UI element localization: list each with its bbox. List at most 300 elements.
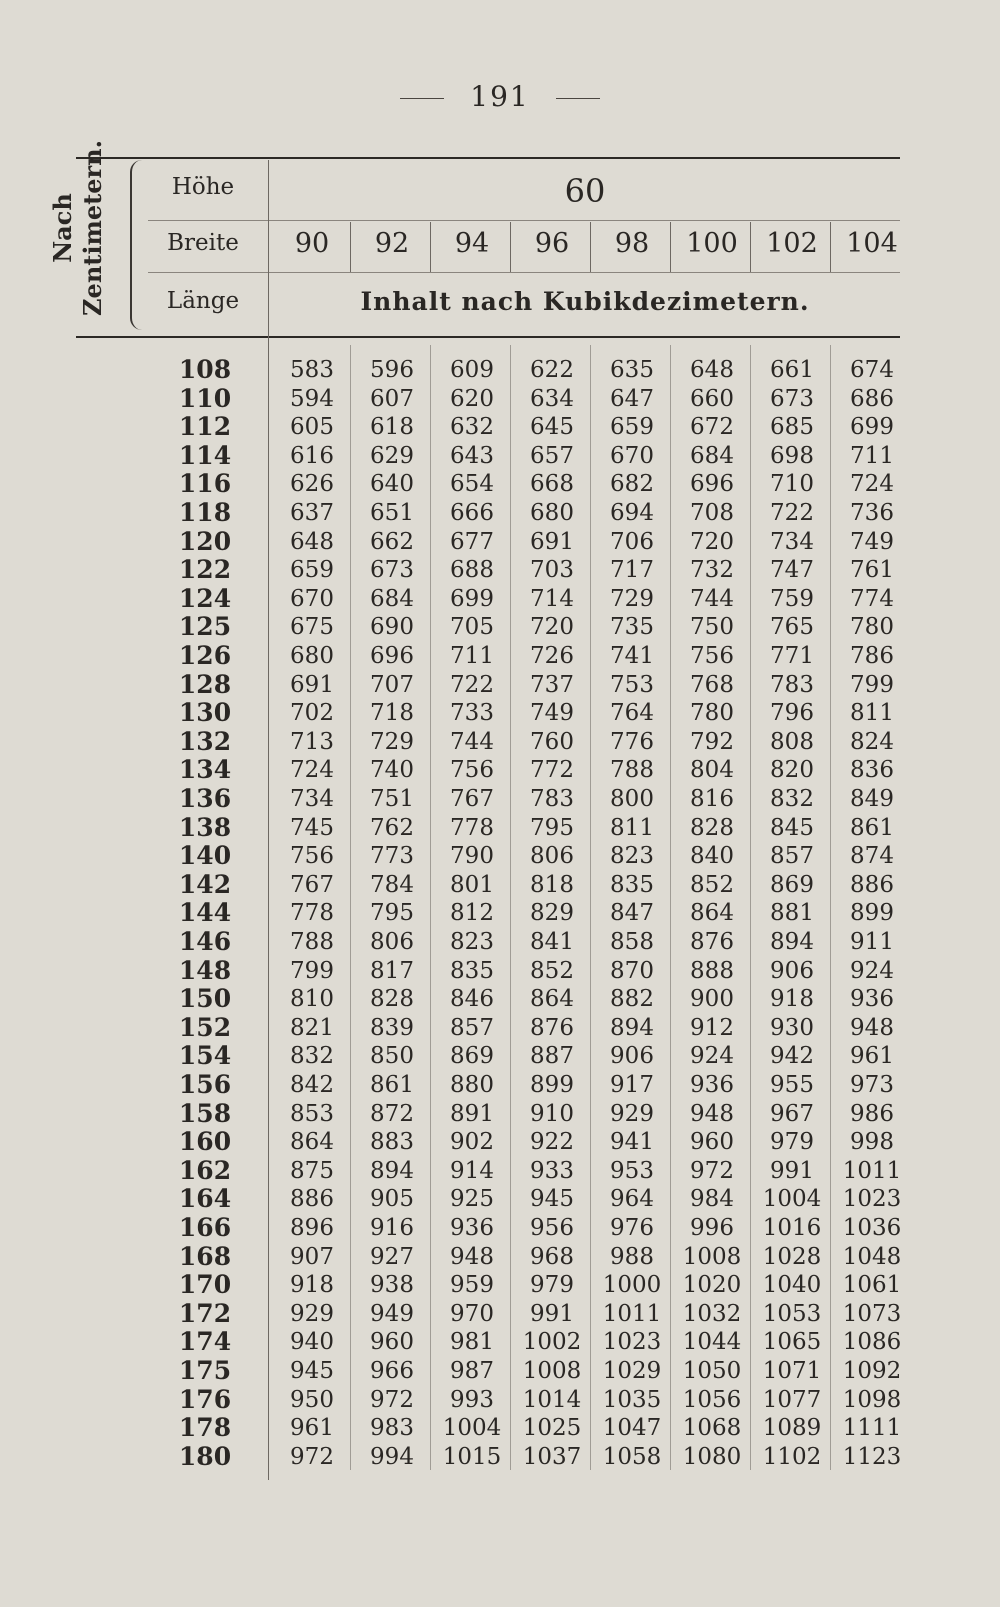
volume-cell: 910 xyxy=(530,1100,574,1127)
volume-cell: 1048 xyxy=(842,1243,902,1270)
volume-cell: 778 xyxy=(290,900,334,927)
volume-cell: 771 xyxy=(770,643,814,669)
volume-cell: 1073 xyxy=(842,1300,902,1327)
volume-cell: 734 xyxy=(290,786,334,812)
volume-cell: 1102 xyxy=(762,1443,822,1470)
volume-cell: 672 xyxy=(690,414,734,441)
volume-cell: 940 xyxy=(290,1329,334,1356)
length-value: 178 xyxy=(178,1413,232,1443)
volume-cell: 852 xyxy=(690,871,734,898)
volume-cell: 1040 xyxy=(762,1272,822,1299)
volume-cell: 767 xyxy=(450,786,494,812)
volume-cell: 674 xyxy=(850,357,894,383)
volume-cell: 1050 xyxy=(682,1358,742,1384)
volume-cell: 818 xyxy=(530,871,574,898)
volume-cell: 756 xyxy=(290,843,334,870)
content-label: Inhalt nach Kubikdezimetern. xyxy=(360,287,810,316)
volume-cell: 1056 xyxy=(682,1386,742,1413)
volume-cell: 849 xyxy=(850,786,894,812)
volume-cell: 788 xyxy=(610,757,654,784)
table-row xyxy=(0,499,1000,528)
table-row xyxy=(0,1300,1000,1329)
table-row xyxy=(0,985,1000,1014)
volume-cell: 869 xyxy=(450,1043,494,1070)
length-value: 130 xyxy=(178,698,232,728)
table-row xyxy=(0,642,1000,671)
volume-cell: 682 xyxy=(610,471,654,498)
volume-cell: 880 xyxy=(450,1072,494,1098)
volume-cell: 925 xyxy=(450,1186,494,1213)
volume-cell: 972 xyxy=(370,1386,414,1413)
volume-cell: 861 xyxy=(850,814,894,841)
volume-cell: 1089 xyxy=(762,1415,822,1442)
volume-cell: 933 xyxy=(530,1157,574,1184)
table-row xyxy=(0,385,1000,414)
volume-cell: 945 xyxy=(290,1358,334,1384)
length-value: 118 xyxy=(178,498,232,527)
volume-cell: 711 xyxy=(850,442,894,469)
volume-cell: 1000 xyxy=(602,1272,662,1299)
volume-cell: 609 xyxy=(450,357,494,383)
volume-cell: 708 xyxy=(690,500,734,526)
volume-cell: 647 xyxy=(610,385,654,412)
volume-cell: 680 xyxy=(530,500,574,526)
volume-cell: 1015 xyxy=(442,1443,502,1470)
table-row xyxy=(0,1042,1000,1071)
volume-cell: 632 xyxy=(450,414,494,441)
length-value: 176 xyxy=(178,1384,232,1414)
volume-cell: 1098 xyxy=(842,1386,902,1413)
volume-cell: 762 xyxy=(370,814,414,841)
volume-cell: 888 xyxy=(690,957,734,984)
volume-cell: 1014 xyxy=(522,1386,582,1413)
volume-cell: 626 xyxy=(290,471,334,498)
volume-cell: 772 xyxy=(530,757,574,784)
volume-cell: 828 xyxy=(690,814,734,841)
volume-cell: 734 xyxy=(770,528,814,555)
volume-cell: 668 xyxy=(530,471,574,498)
volume-cell: 662 xyxy=(370,528,414,555)
volume-cell: 670 xyxy=(290,585,334,612)
volume-cell: 726 xyxy=(530,643,574,669)
table-row xyxy=(0,957,1000,986)
length-value: 158 xyxy=(178,1098,232,1128)
volume-cell: 864 xyxy=(530,986,574,1013)
volume-cell: 858 xyxy=(610,929,654,955)
volume-cell: 942 xyxy=(770,1043,814,1070)
volume-cell: 922 xyxy=(530,1129,574,1156)
volume-cell: 872 xyxy=(370,1100,414,1127)
length-value: 164 xyxy=(178,1184,232,1214)
volume-cell: 907 xyxy=(290,1243,334,1270)
volume-cell: 979 xyxy=(770,1129,814,1156)
length-label: Länge xyxy=(166,288,240,314)
length-value: 168 xyxy=(178,1241,232,1271)
volume-cell: 1028 xyxy=(762,1243,822,1270)
volume-cell: 853 xyxy=(290,1100,334,1127)
width-header: 92 xyxy=(374,228,410,259)
volume-cell: 1023 xyxy=(602,1329,662,1356)
length-value: 162 xyxy=(178,1155,232,1185)
volume-cell: 870 xyxy=(610,957,654,984)
volume-cell: 1071 xyxy=(762,1358,822,1384)
header-divider-1 xyxy=(148,220,900,221)
volume-cell: 887 xyxy=(530,1043,574,1070)
volume-cell: 661 xyxy=(770,357,814,383)
volume-cell: 948 xyxy=(850,1014,894,1041)
volume-cell: 705 xyxy=(450,614,494,641)
volume-cell: 993 xyxy=(450,1386,494,1413)
table-row xyxy=(0,871,1000,900)
volume-cell: 899 xyxy=(850,900,894,927)
volume-cell: 961 xyxy=(290,1415,334,1442)
table-row xyxy=(0,1014,1000,1043)
table-row xyxy=(0,899,1000,928)
volume-cell: 936 xyxy=(450,1215,494,1241)
length-value: 142 xyxy=(178,869,232,899)
volume-cell: 690 xyxy=(370,614,414,641)
volume-cell: 960 xyxy=(370,1329,414,1356)
length-value: 160 xyxy=(178,1127,232,1157)
volume-cell: 1061 xyxy=(842,1272,902,1299)
volume-cell: 875 xyxy=(290,1157,334,1184)
volume-cell: 699 xyxy=(450,585,494,612)
volume-cell: 1002 xyxy=(522,1329,582,1356)
volume-cell: 722 xyxy=(450,671,494,698)
table-row xyxy=(0,814,1000,843)
volume-cell: 906 xyxy=(770,957,814,984)
volume-cell: 846 xyxy=(450,986,494,1013)
volume-cell: 857 xyxy=(770,843,814,870)
side-label-line2: Zentimetern. xyxy=(78,140,107,316)
volume-cell: 740 xyxy=(370,757,414,784)
volume-cell: 666 xyxy=(450,500,494,526)
volume-cell: 1023 xyxy=(842,1186,902,1213)
volume-cell: 759 xyxy=(770,585,814,612)
volume-cell: 896 xyxy=(290,1215,334,1241)
volume-cell: 864 xyxy=(290,1129,334,1156)
table-row xyxy=(0,928,1000,957)
dash-right xyxy=(556,98,600,99)
volume-cell: 936 xyxy=(690,1072,734,1098)
volume-cell: 684 xyxy=(690,442,734,469)
volume-cell: 817 xyxy=(370,957,414,984)
volume-cell: 780 xyxy=(690,700,734,727)
volume-cell: 948 xyxy=(450,1243,494,1270)
length-value: 134 xyxy=(178,755,232,785)
volume-cell: 616 xyxy=(290,442,334,469)
volume-cell: 801 xyxy=(450,871,494,898)
table-row xyxy=(0,756,1000,785)
volume-cell: 824 xyxy=(850,728,894,755)
volume-cell: 729 xyxy=(610,585,654,612)
volume-cell: 918 xyxy=(770,986,814,1013)
volume-cell: 1020 xyxy=(682,1272,742,1299)
volume-cell: 839 xyxy=(370,1014,414,1041)
volume-cell: 583 xyxy=(290,357,334,383)
volume-cell: 735 xyxy=(610,614,654,641)
volume-cell: 643 xyxy=(450,442,494,469)
volume-cell: 737 xyxy=(530,671,574,698)
volume-cell: 594 xyxy=(290,385,334,412)
volume-cell: 1029 xyxy=(602,1358,662,1384)
volume-cell: 949 xyxy=(370,1300,414,1327)
height-label: Höhe xyxy=(171,174,235,200)
volume-cell: 906 xyxy=(610,1043,654,1070)
volume-cell: 1008 xyxy=(522,1358,582,1384)
volume-cell: 955 xyxy=(770,1072,814,1098)
length-value: 112 xyxy=(178,412,232,442)
volume-cell: 713 xyxy=(290,728,334,755)
table-row xyxy=(0,1214,1000,1243)
volume-cell: 711 xyxy=(450,643,494,669)
table-row xyxy=(0,1071,1000,1100)
volume-cell: 736 xyxy=(850,500,894,526)
page-number-text: 191 xyxy=(470,80,530,113)
volume-cell: 756 xyxy=(690,643,734,669)
table-row xyxy=(0,1271,1000,1300)
volume-cell: 637 xyxy=(290,500,334,526)
volume-cell: 930 xyxy=(770,1014,814,1041)
volume-cell: 651 xyxy=(370,500,414,526)
length-value: 114 xyxy=(178,440,232,470)
volume-cell: 1068 xyxy=(682,1415,742,1442)
volume-cell: 1080 xyxy=(682,1443,742,1470)
volume-cell: 845 xyxy=(770,814,814,841)
volume-cell: 929 xyxy=(610,1100,654,1127)
volume-cell: 1025 xyxy=(522,1415,582,1442)
volume-cell: 876 xyxy=(690,929,734,955)
volume-cell: 810 xyxy=(290,986,334,1013)
table-row xyxy=(0,1128,1000,1157)
volume-cell: 864 xyxy=(690,900,734,927)
volume-cell: 640 xyxy=(370,471,414,498)
volume-cell: 823 xyxy=(610,843,654,870)
volume-cell: 820 xyxy=(770,757,814,784)
volume-cell: 783 xyxy=(770,671,814,698)
volume-cell: 744 xyxy=(450,728,494,755)
volume-cell: 629 xyxy=(370,442,414,469)
dash-left xyxy=(400,98,444,99)
volume-cell: 696 xyxy=(690,471,734,498)
volume-cell: 835 xyxy=(610,871,654,898)
length-value: 152 xyxy=(178,1012,232,1042)
volume-cell: 960 xyxy=(690,1129,734,1156)
table-row xyxy=(0,1328,1000,1357)
table-row xyxy=(0,785,1000,814)
volume-cell: 852 xyxy=(530,957,574,984)
length-value: 170 xyxy=(178,1270,232,1300)
volume-cell: 659 xyxy=(610,414,654,441)
volume-cell: 918 xyxy=(290,1272,334,1299)
volume-cell: 828 xyxy=(370,986,414,1013)
volume-cell: 894 xyxy=(610,1014,654,1041)
volume-cell: 874 xyxy=(850,843,894,870)
volume-cell: 774 xyxy=(850,585,894,612)
volume-cell: 959 xyxy=(450,1272,494,1299)
volume-cell: 622 xyxy=(530,357,574,383)
volume-cell: 811 xyxy=(610,814,654,841)
length-value: 136 xyxy=(178,784,232,813)
table-row xyxy=(0,1414,1000,1443)
side-label-line1: Nach xyxy=(48,193,77,263)
length-value: 175 xyxy=(178,1356,232,1385)
volume-cell: 724 xyxy=(850,471,894,498)
volume-cell: 750 xyxy=(690,614,734,641)
volume-cell: 929 xyxy=(290,1300,334,1327)
volume-cell: 744 xyxy=(690,585,734,612)
table-row xyxy=(0,413,1000,442)
volume-cell: 847 xyxy=(610,900,654,927)
volume-cell: 900 xyxy=(690,986,734,1013)
volume-cell: 710 xyxy=(770,471,814,498)
volume-cell: 792 xyxy=(690,728,734,755)
volume-cell: 966 xyxy=(370,1358,414,1384)
volume-cell: 881 xyxy=(770,900,814,927)
volume-cell: 714 xyxy=(530,585,574,612)
volume-cell: 1044 xyxy=(682,1329,742,1356)
volume-cell: 796 xyxy=(770,700,814,727)
volume-cell: 996 xyxy=(690,1215,734,1241)
volume-cell: 1011 xyxy=(602,1300,662,1327)
length-value: 138 xyxy=(178,812,232,842)
volume-cell: 886 xyxy=(290,1186,334,1213)
volume-cell: 733 xyxy=(450,700,494,727)
length-value: 166 xyxy=(178,1213,232,1242)
volume-cell: 780 xyxy=(850,614,894,641)
table-row xyxy=(0,585,1000,614)
volume-cell: 799 xyxy=(290,957,334,984)
table-row xyxy=(0,1386,1000,1415)
volume-cell: 812 xyxy=(450,900,494,927)
volume-cell: 836 xyxy=(850,757,894,784)
volume-cell: 773 xyxy=(370,843,414,870)
volume-cell: 806 xyxy=(530,843,574,870)
volume-cell: 745 xyxy=(290,814,334,841)
volume-cell: 707 xyxy=(370,671,414,698)
volume-cell: 984 xyxy=(690,1186,734,1213)
volume-cell: 840 xyxy=(690,843,734,870)
volume-cell: 806 xyxy=(370,929,414,955)
volume-cell: 747 xyxy=(770,557,814,584)
volume-cell: 660 xyxy=(690,385,734,412)
volume-cell: 648 xyxy=(290,528,334,555)
volume-cell: 673 xyxy=(770,385,814,412)
volume-cell: 938 xyxy=(370,1272,414,1299)
volume-cell: 620 xyxy=(450,385,494,412)
table-row xyxy=(0,1443,1000,1472)
volume-cell: 912 xyxy=(690,1014,734,1041)
volume-cell: 654 xyxy=(450,471,494,498)
length-value: 108 xyxy=(178,355,232,384)
volume-cell: 816 xyxy=(690,786,734,812)
width-header: 94 xyxy=(454,228,490,259)
volume-cell: 945 xyxy=(530,1186,574,1213)
length-value: 125 xyxy=(178,612,232,642)
length-value: 154 xyxy=(178,1041,232,1071)
volume-cell: 741 xyxy=(610,643,654,669)
volume-cell: 894 xyxy=(370,1157,414,1184)
volume-cell: 1037 xyxy=(522,1443,582,1470)
volume-cell: 869 xyxy=(770,871,814,898)
volume-cell: 905 xyxy=(370,1186,414,1213)
length-value: 124 xyxy=(178,583,232,613)
length-value: 116 xyxy=(178,469,232,499)
volume-cell: 964 xyxy=(610,1186,654,1213)
volume-cell: 902 xyxy=(450,1129,494,1156)
volume-cell: 998 xyxy=(850,1129,894,1156)
length-value: 156 xyxy=(178,1070,232,1099)
table-row xyxy=(0,1185,1000,1214)
volume-cell: 994 xyxy=(370,1443,414,1470)
volume-cell: 1032 xyxy=(682,1300,742,1327)
volume-cell: 991 xyxy=(770,1157,814,1184)
volume-cell: 988 xyxy=(610,1243,654,1270)
table-row xyxy=(0,1357,1000,1386)
volume-cell: 970 xyxy=(450,1300,494,1327)
volume-cell: 634 xyxy=(530,385,574,412)
length-value: 128 xyxy=(178,669,232,699)
volume-cell: 799 xyxy=(850,671,894,698)
volume-cell: 956 xyxy=(530,1215,574,1241)
page-number xyxy=(0,80,1000,113)
length-value: 146 xyxy=(178,927,232,956)
volume-cell: 917 xyxy=(610,1072,654,1098)
side-label xyxy=(48,138,134,318)
table-row xyxy=(0,671,1000,700)
volume-cell: 973 xyxy=(850,1072,894,1098)
volume-cell: 694 xyxy=(610,500,654,526)
volume-cell: 751 xyxy=(370,786,414,812)
volume-cell: 596 xyxy=(370,357,414,383)
volume-cell: 1058 xyxy=(602,1443,662,1470)
volume-cell: 1065 xyxy=(762,1329,822,1356)
length-value: 126 xyxy=(178,641,232,670)
volume-cell: 979 xyxy=(530,1272,574,1299)
volume-cell: 680 xyxy=(290,643,334,669)
volume-cell: 657 xyxy=(530,442,574,469)
volume-cell: 861 xyxy=(370,1072,414,1098)
volume-cell: 1036 xyxy=(842,1215,902,1241)
header-divider-2 xyxy=(148,272,900,273)
volume-cell: 732 xyxy=(690,557,734,584)
volume-cell: 936 xyxy=(850,986,894,1013)
volume-cell: 983 xyxy=(370,1415,414,1442)
volume-cell: 659 xyxy=(290,557,334,584)
volume-cell: 967 xyxy=(770,1100,814,1127)
volume-cell: 927 xyxy=(370,1243,414,1270)
volume-cell: 691 xyxy=(530,528,574,555)
volume-cell: 821 xyxy=(290,1014,334,1041)
table-row xyxy=(0,1243,1000,1272)
length-value: 132 xyxy=(178,726,232,756)
volume-cell: 1008 xyxy=(682,1243,742,1270)
volume-cell: 749 xyxy=(850,528,894,555)
length-value: 180 xyxy=(178,1441,232,1471)
volume-cell: 720 xyxy=(530,614,574,641)
volume-cell: 981 xyxy=(450,1329,494,1356)
volume-cell: 976 xyxy=(610,1215,654,1241)
volume-cell: 882 xyxy=(610,986,654,1013)
volume-cell: 986 xyxy=(850,1100,894,1127)
volume-cell: 724 xyxy=(290,757,334,784)
volume-cell: 841 xyxy=(530,929,574,955)
volume-cell: 688 xyxy=(450,557,494,584)
width-header: 98 xyxy=(614,228,650,259)
volume-cell: 941 xyxy=(610,1129,654,1156)
volume-cell: 829 xyxy=(530,900,574,927)
width-header: 90 xyxy=(294,228,330,259)
